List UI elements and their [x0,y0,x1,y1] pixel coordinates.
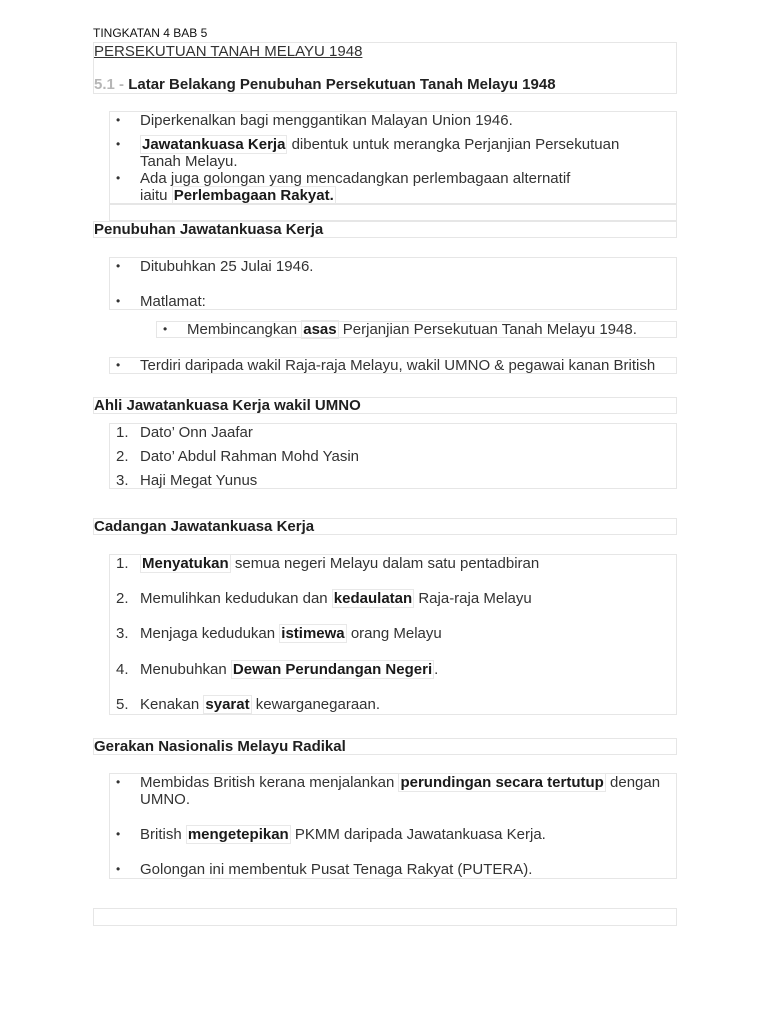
list-item: 4. Menubuhkan Dewan Perundangan Negeri . [116,661,439,678]
heading-cadangan: Cadangan Jawatankuasa Kerja [93,518,677,535]
bullet-icon: • [163,322,168,336]
bullet-icon: • [116,862,121,876]
bullet-icon: • [116,294,121,308]
section-title [94,76,556,93]
list-item: 5. Kenakan syarat kewarganegaraan. [116,696,381,713]
ahli-list [109,423,677,489]
empty-footer-row [93,908,677,926]
page-header-label: TINGKATAN 4 BAB 5 [93,26,208,40]
bullet-icon: • [116,827,121,841]
title-box [93,42,677,94]
list-item: • Ditubuhkan 25 Julai 1946. [116,258,314,275]
list-item: 1. Dato’ Onn Jaafar [116,424,253,441]
heading-gerakan: Gerakan Nasionalis Melayu Radikal [93,738,677,755]
heading-ahli: Ahli Jawatankuasa Kerja wakil UMNO [93,397,677,414]
list-item: • Membidas British kerana menjalankan perundingan secara tertutup dengan UMNO. [116,774,661,808]
list-item: • Jawatankuasa Kerja dibentuk untuk merangka Perjanjian Persekutuan Tanah Melayu. [116,136,620,170]
bullet-icon: • [116,358,121,372]
intro-list [109,111,677,204]
list-item: 2. Memulihkan kedudukan dan kedaulatan Raja-raja Melayu [116,590,532,607]
list-item: • Golongan ini membentuk Pusat Tenaga Rakyat (PUTERA). [116,861,533,878]
empty-row [109,204,677,221]
list-item: 2. Dato’ Abdul Rahman Mohd Yasin [116,448,360,465]
page-title: PERSEKUTUAN TANAH MELAYU 1948 [94,43,363,60]
matlamat-sublist [156,321,677,338]
list-item: • Membincangkan asas Perjanjian Persekutuan Tanah Melayu 1948. [163,321,637,338]
list-item: 3. Haji Megat Yunus [116,472,258,489]
anggota-list [109,357,677,374]
bullet-icon: • [116,259,121,273]
list-item: • Matlamat: [116,293,206,310]
list-item: 3. Menjaga kedudukan istimewa orang Melayu [116,625,442,642]
penubuhan-list [109,257,677,310]
heading-penubuhan: Penubuhan Jawatankuasa Kerja [93,221,677,238]
list-item: 1. Menyatukan semua negeri Melayu dalam satu pentadbiran [116,555,540,572]
gerakan-list [109,773,677,879]
bullet-icon: • [116,775,121,789]
list-item: • Terdiri daripada wakil Raja-raja Melayu, wakil UMNO & pegawai kanan British [116,357,656,374]
bullet-icon: • [116,171,121,185]
bullet-icon: • [116,113,121,127]
bullet-icon: • [116,137,121,151]
list-item: • Diperkenalkan bagi menggantikan Malayan Union 1946. [116,112,513,129]
section-number: 5.1 - [94,76,125,93]
cadangan-list [109,554,677,715]
section-title-text: Latar Belakang Penubuhan Persekutuan Tanah Melayu 1948 [128,76,556,93]
list-item: • British mengetepikan PKMM daripada Jawatankuasa Kerja. [116,826,546,843]
list-item: • Ada juga golongan yang mencadangkan perlembagaan alternatif iaitu Perlembagaan Rakyat. [116,170,571,204]
